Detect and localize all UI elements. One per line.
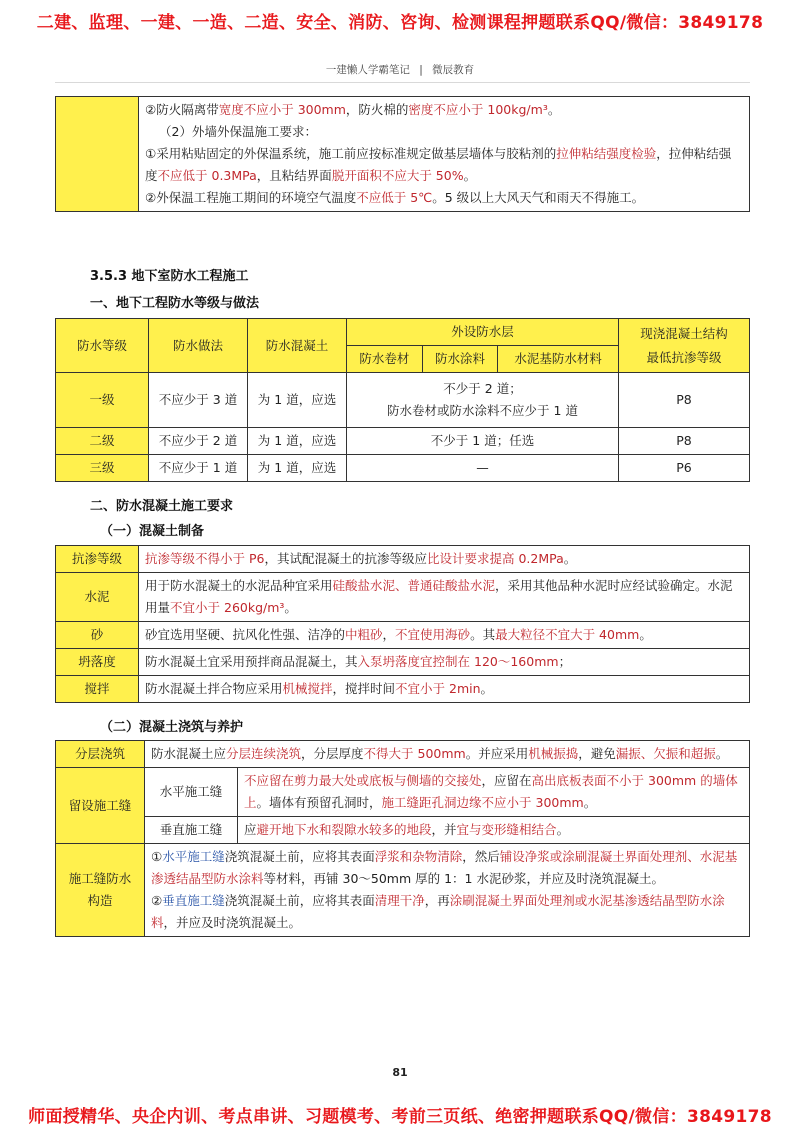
th-grade: 防水等级 bbox=[56, 319, 149, 373]
header-separator: | bbox=[419, 64, 423, 76]
th-cement: 水泥基防水材料 bbox=[498, 346, 619, 373]
bottom-promo-banner: 师面授精华、央企内训、考点串讲、习题模考、考前三页纸、绝密押题联系QQ/微信：3849178 bbox=[28, 1107, 772, 1127]
table-row bbox=[56, 373, 750, 428]
header-divider bbox=[55, 82, 750, 83]
top-line-2: （2）外墙外保温施工要求： bbox=[159, 124, 317, 139]
outer-cell: 不少于 1 道；任选 bbox=[347, 428, 619, 455]
prep-label-cell: 坍落度 bbox=[56, 649, 139, 676]
grade-cell: 三级 bbox=[56, 455, 149, 482]
prep-label-cell: 搅拌 bbox=[56, 676, 139, 703]
top-line-3: ①采用粘贴固定的外保温系统，施工前应按标准规定做基层墙体与胶粘剂的拉伸粘结强度检验，拉伸粘结强度不应低于 0.3MPa，且粘结界面脱开面积不应大于 50%。 bbox=[145, 146, 732, 183]
top-line-1: ②防火隔离带宽度不应小于 300mm，防火棉的密度不应小于 100kg/m³。 bbox=[145, 102, 561, 117]
sub-1-title: （一）混凝土制备 bbox=[100, 524, 205, 539]
table-row bbox=[56, 573, 750, 622]
table-row bbox=[56, 844, 750, 937]
level-cell: P8 bbox=[619, 428, 750, 455]
method-cell: 不应少于 2 道 bbox=[149, 428, 248, 455]
joint-type-cell: 水平施工缝 bbox=[145, 768, 238, 817]
level-cell: P8 bbox=[619, 373, 750, 428]
sub-2-title: （二）混凝土浇筑与养护 bbox=[100, 720, 244, 735]
table-row bbox=[56, 817, 750, 844]
grade-table bbox=[55, 318, 750, 482]
prep-content-cell: 防水混凝土宜采用预拌商品混凝土，其入泵坍落度宜控制在 120～160mm； bbox=[139, 649, 750, 676]
th-min-level: 现浇混凝土结构 最低抗渗等级 bbox=[619, 319, 750, 373]
top-continuation-table bbox=[55, 96, 750, 212]
joint-type-cell: 垂直施工缝 bbox=[145, 817, 238, 844]
section-1-title: 一、地下工程防水等级与做法 bbox=[90, 296, 260, 311]
prep-label-cell: 抗渗等级 bbox=[56, 546, 139, 573]
joint-content-cell: 不应留在剪力最大处或底板与侧墙的交接处，应留在高出底板表面不小于 300mm 的墙体上。墙体有预留孔洞时，施工缝距孔洞边缘不应小于 300mm。 bbox=[238, 768, 750, 817]
pour-label-cell: 分层浇筑 bbox=[56, 741, 145, 768]
pour-label-cell: 施工缝防水 构造 bbox=[56, 844, 145, 937]
page-header bbox=[0, 62, 800, 77]
table-row bbox=[56, 622, 750, 649]
table-row bbox=[56, 428, 750, 455]
top-yellow-cell bbox=[56, 97, 139, 212]
grade-cell: 二级 bbox=[56, 428, 149, 455]
pour-content-cell: 防水混凝土应分层连续浇筑，分层厚度不得大于 500mm。并应采用机械振捣，避免漏振、欠振和超振。 bbox=[145, 741, 750, 768]
th-roll: 防水卷材 bbox=[347, 346, 423, 373]
table-row bbox=[56, 455, 750, 482]
method-cell: 不应少于 3 道 bbox=[149, 373, 248, 428]
top-promo-banner: 二建、监理、一建、一造、二造、安全、消防、咨询、检测课程押题联系QQ/微信：3849178 bbox=[36, 13, 764, 33]
th-method: 防水做法 bbox=[149, 319, 248, 373]
concrete-cell: 为 1 道，应选 bbox=[248, 428, 347, 455]
table-row bbox=[56, 676, 750, 703]
method-cell: 不应少于 1 道 bbox=[149, 455, 248, 482]
outer-cell: — bbox=[347, 455, 619, 482]
concrete-cell: 为 1 道，应选 bbox=[248, 455, 347, 482]
joint-content-cell: 应避开地下水和裂隙水较多的地段，并宜与变形缝相结合。 bbox=[238, 817, 750, 844]
pour-table bbox=[55, 740, 750, 937]
top-line-4: ②外保温工程施工期间的环境空气温度不应低于 5℃。5 级以上大风天气和雨天不得施工。 bbox=[145, 190, 645, 205]
header-left: 一建懒人学霸笔记 bbox=[325, 64, 410, 76]
pour-content-cell: ①水平施工缝浇筑混凝土前，应将其表面浮浆和杂物清除，然后铺设净浆或涂刷混凝土界面处理剂、水泥基渗透结晶型防水涂料等材料，再铺 30～50mm 厚的 1：1 水泥砂浆，并应及时浇筑混凝土。 ②垂直施工缝浇筑混凝土前，应将其表面清理干净，再涂刷混凝土界面处理剂或水泥基渗透结晶型防水涂料，并应及时浇筑混凝土。 bbox=[145, 844, 750, 937]
outer-cell: 不少于 2 道； 防水卷材或防水涂料不应少于 1 道 bbox=[347, 373, 619, 428]
top-content-cell bbox=[139, 97, 750, 212]
level-cell: P6 bbox=[619, 455, 750, 482]
prep-label-cell: 水泥 bbox=[56, 573, 139, 622]
prep-table bbox=[55, 545, 750, 703]
th-outer: 外设防水层 bbox=[347, 319, 619, 346]
section-353-title: 3.5.3 地下室防水工程施工 bbox=[90, 269, 249, 284]
prep-label-cell: 砂 bbox=[56, 622, 139, 649]
prep-content-cell: 用于防水混凝土的水泥品种宜采用硅酸盐水泥、普通硅酸盐水泥，采用其他品种水泥时应经试验确定。水泥用量不宜小于 260kg/m³。 bbox=[139, 573, 750, 622]
prep-content-cell: 砂宜选用坚硬、抗风化性强、洁净的中粗砂，不宜使用海砂。其最大粒径不宜大于 40mm。 bbox=[139, 622, 750, 649]
th-concrete: 防水混凝土 bbox=[248, 319, 347, 373]
table-row bbox=[56, 649, 750, 676]
th-coat: 防水涂料 bbox=[422, 346, 498, 373]
table-row bbox=[56, 546, 750, 573]
header-right: 微辰教育 bbox=[432, 64, 475, 76]
pour-label-cell: 留设施工缝 bbox=[56, 768, 145, 844]
page-number: 81 bbox=[392, 1066, 408, 1079]
prep-content-cell: 防水混凝土拌合物应采用机械搅拌，搅拌时间不宜小于 2min。 bbox=[139, 676, 750, 703]
table-row bbox=[56, 768, 750, 817]
grade-cell: 一级 bbox=[56, 373, 149, 428]
table-row bbox=[56, 741, 750, 768]
concrete-cell: 为 1 道，应选 bbox=[248, 373, 347, 428]
section-2-title: 二、防水混凝土施工要求 bbox=[90, 499, 234, 514]
prep-content-cell: 抗渗等级不得小于 P6，其试配混凝土的抗渗等级应比设计要求提高 0.2MPa。 bbox=[139, 546, 750, 573]
